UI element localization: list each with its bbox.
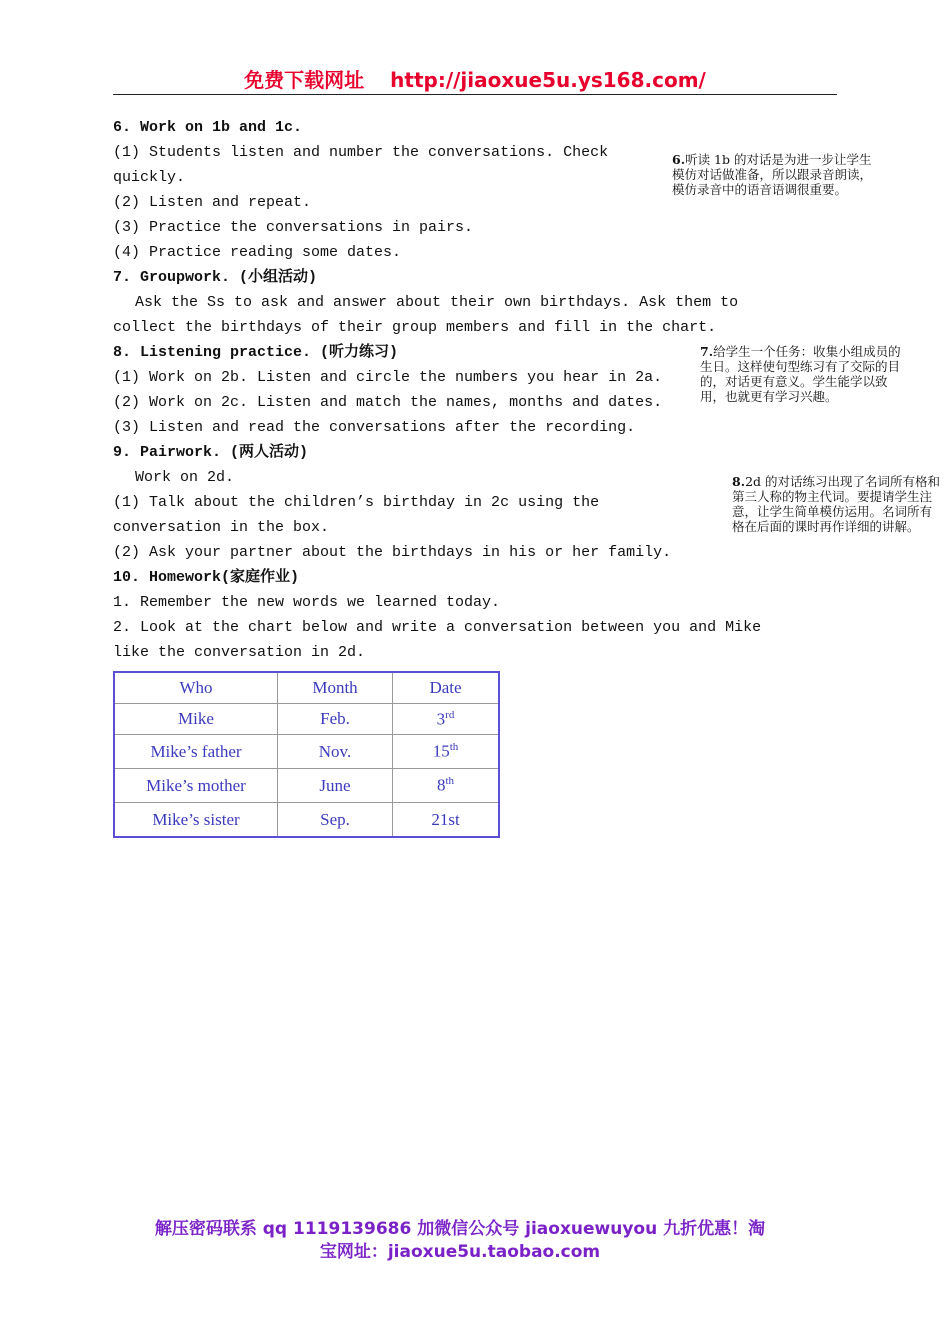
section-6-heading: 6. Work on 1b and 1c. [113,119,303,136]
cell-who: Mike’s mother [114,769,278,803]
section-10-item-1: 1. Remember the new words we learned today. [113,594,501,611]
margin-note-7 [700,344,910,404]
cell-date [393,803,500,838]
cell-month: June [278,769,393,803]
header-who: Who [114,672,278,704]
section-8-item-1: (1) Work on 2b. Listen and circle the numbers you hear in 2a. [113,369,663,386]
section-6-item-2: (2) Listen and repeat. [113,194,312,211]
margin-note-8 [732,474,940,534]
note-8-number: 8. [732,474,746,489]
section-6-item-3: (3) Practice the conversations in pairs. [113,219,474,236]
date-value: 8 [436,775,446,795]
note-6-number: 6. [672,152,686,167]
table-header-row [114,672,499,704]
section-7-text-cont: collect the birthdays of their group members and fill in the chart. [113,319,717,336]
lesson-body [113,115,762,665]
cell-month: Sep. [278,803,393,838]
date-value: 15 [432,741,450,761]
note-8-text: 2d 的对话练习出现了名词所有格和第三人称的物主代词。要提请学生注意，让学生简单模仿运用。名词所有格在后面的课时再作详细的讲解。 [732,474,940,534]
section-9-item-1-cont: conversation in the box. [113,519,330,536]
date-suffix: th [445,775,455,788]
section-7-text: Ask the Ss to ask and answer about their own birthdays. Ask them to [135,294,739,311]
section-6-item-1: (1) Students listen and number the conversations. Check [113,144,609,161]
section-9-item-1: (1) Talk about the children’s birthday in 2c using the [113,494,600,511]
section-10-item-2: 2. Look at the chart below and write a conversation between you and Mike [113,619,762,636]
header-month: Month [278,672,393,704]
section-8-heading: 8. Listening practice. (听力练习) [113,344,399,361]
cell-who: Mike’s sister [114,803,278,838]
header-label: 免费下载网址 [244,68,365,92]
date-value: 21st [431,809,460,829]
date-suffix: rd [445,708,455,721]
note-7-text: 给学生一个任务：收集小组成员的生日。这样使句型练习有了交际的目的，对话更有意义。学生能学以致用，也就更有学习兴趣。 [700,344,901,404]
section-8-item-3: (3) Listen and read the conversations after the recording. [113,419,636,436]
section-10-heading: 10. Homework(家庭作业) [113,569,300,586]
table-row [114,704,499,735]
cell-date [393,704,500,735]
cell-who: Mike [114,704,278,735]
birthday-chart [113,671,500,838]
footer-line-1: 解压密码联系 qq 1119139686 加微信公众号 jiaoxuewuyou 九折优惠！淘 [154,1219,766,1239]
table-row [114,769,499,803]
cell-month: Feb. [278,704,393,735]
section-9-text: Work on 2d. [135,469,235,486]
date-value: 3 [436,709,446,729]
header-url-link[interactable]: http://jiaoxue5u.ys168.com/ [390,68,706,92]
footer-line-2[interactable]: 宝网址：jiaoxue5u.taobao.com [319,1242,601,1262]
margin-note-6 [672,152,882,197]
cell-date [393,769,500,803]
page-footer [100,1218,820,1264]
note-7-number: 7. [700,344,714,359]
note-6-text: 听读 1b 的对话是为进一步让学生模仿对话做准备，所以跟录音朗读，模仿录音中的语音语调很重要。 [672,152,873,197]
table-row [114,803,499,838]
section-6-item-4: (4) Practice reading some dates. [113,244,402,261]
cell-who: Mike’s father [114,735,278,769]
page-header [113,66,837,95]
section-9-heading: 9. Pairwork. (两人活动) [113,444,309,461]
section-8-item-2: (2) Work on 2c. Listen and match the names, months and dates. [113,394,663,411]
cell-month: Nov. [278,735,393,769]
section-9-item-2: (2) Ask your partner about the birthdays in his or her family. [113,544,672,561]
table-row [114,735,499,769]
section-6-item-1-cont: quickly. [113,169,186,186]
header-date: Date [393,672,500,704]
cell-date [393,735,500,769]
section-10-item-2-cont: like the conversation in 2d. [113,644,366,661]
date-suffix: th [449,741,459,754]
section-7-heading: 7. Groupwork. (小组活动) [113,269,318,286]
